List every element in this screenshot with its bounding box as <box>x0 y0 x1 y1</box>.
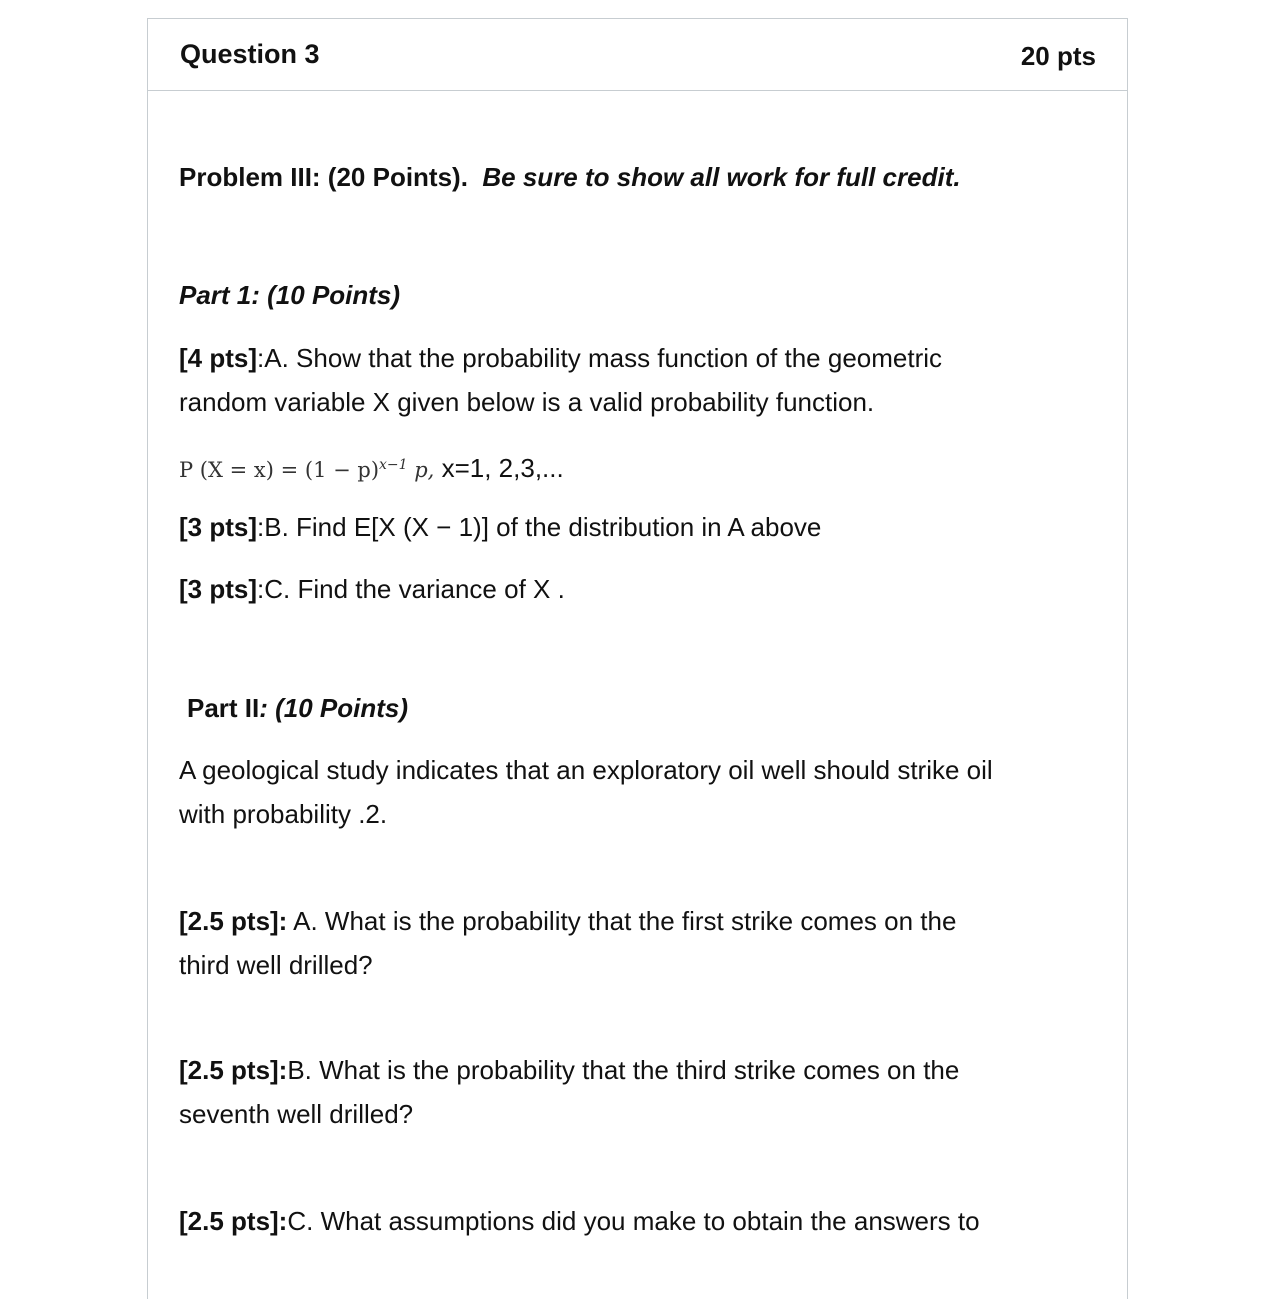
formula-domain: x=1, 2,3,... <box>434 453 564 483</box>
question-text: :B. Find E[X (X − 1)] of the distribution in A above <box>257 512 822 542</box>
question-text: third well drilled? <box>179 950 373 980</box>
part1-question-c <box>179 567 565 611</box>
intro-text: with probability .2. <box>179 799 388 829</box>
pts-label: [4 pts] <box>179 343 257 373</box>
question-points: 20 pts <box>1020 41 1096 71</box>
intro-text: A geological study indicates that an exploratory oil well should strike oil <box>179 755 993 785</box>
pmf-formula <box>179 443 564 492</box>
part2-question-c <box>179 1199 980 1243</box>
question-text: B. What is the probability that the third strike comes on the <box>287 1055 960 1085</box>
part2-heading-italic: : (10 Points) <box>259 693 409 723</box>
problem-heading <box>179 155 961 199</box>
question-text: :C. Find the variance of X . <box>257 574 565 604</box>
pts-label: [2.5 pts]: <box>179 906 288 936</box>
pts-label: [3 pts] <box>179 512 257 542</box>
problem-note: Be sure to show all work for full credit. <box>482 162 961 192</box>
question-text: random variable X given below is a valid probability function. <box>179 387 875 417</box>
part2-question-a <box>179 899 956 987</box>
part1-question-a <box>179 336 942 424</box>
part2-heading <box>187 686 408 730</box>
part2-question-b <box>179 1048 959 1136</box>
part2-intro <box>179 748 993 836</box>
part1-heading-text: Part 1: (10 Points) <box>179 280 401 310</box>
pts-label: [2.5 pts]: <box>179 1055 288 1085</box>
question-text: seventh well drilled? <box>179 1099 414 1129</box>
question-header <box>148 19 1127 91</box>
part2-heading-bold: Part II <box>187 693 260 723</box>
formula-lhs: P (X = x) = (1 − p) <box>179 458 380 482</box>
pts-label: [3 pts] <box>179 574 257 604</box>
problem-label: Problem III: (20 Points). <box>179 162 468 192</box>
question-text: :A. Show that the probability mass function of the geometric <box>257 343 943 373</box>
part1-question-b <box>179 505 821 549</box>
part1-heading <box>179 273 400 317</box>
formula-exponent: x−1 <box>379 457 408 473</box>
formula-p: p, <box>407 458 435 482</box>
question-text: C. What assumptions did you make to obtain the answers to <box>287 1206 980 1236</box>
question-text: A. What is the probability that the first strike comes on the <box>287 906 957 936</box>
question-title: Question 3 <box>180 39 320 69</box>
pts-label: [2.5 pts]: <box>179 1206 288 1236</box>
